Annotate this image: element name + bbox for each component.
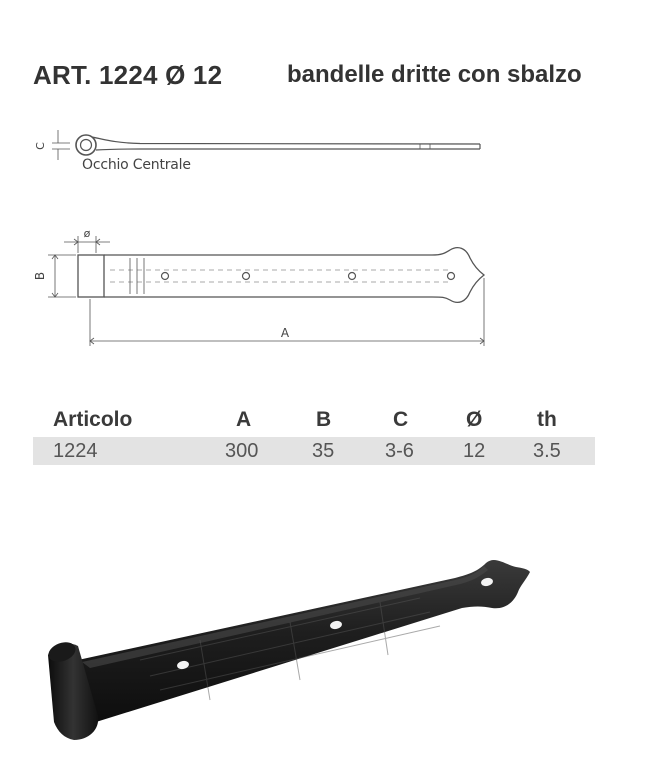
cell-diameter: 12 bbox=[463, 440, 486, 462]
cell-articolo: 1224 bbox=[53, 440, 98, 462]
column-header-c: C bbox=[393, 408, 409, 431]
column-header-a: A bbox=[236, 408, 252, 431]
cell-th: 3.5 bbox=[533, 440, 561, 462]
top-view-diameter-label: ø bbox=[83, 227, 91, 240]
column-header-articolo: Articolo bbox=[53, 408, 133, 431]
cell-b: 35 bbox=[312, 440, 335, 462]
top-view-a-label: A bbox=[280, 326, 290, 340]
column-header-diameter: Ø bbox=[466, 408, 483, 431]
cell-a: 300 bbox=[225, 440, 259, 462]
top-view-b-label: B bbox=[33, 271, 47, 281]
side-view-caption: Occhio Centrale bbox=[82, 157, 191, 173]
cell-c: 3-6 bbox=[385, 440, 414, 462]
article-subtitle: bandelle dritte con sbalzo bbox=[287, 61, 582, 88]
article-title: ART. 1224 Ø 12 bbox=[33, 60, 223, 90]
side-view-c-label: C bbox=[34, 142, 47, 150]
column-header-b: B bbox=[316, 408, 332, 431]
column-header-th: th bbox=[537, 408, 557, 431]
